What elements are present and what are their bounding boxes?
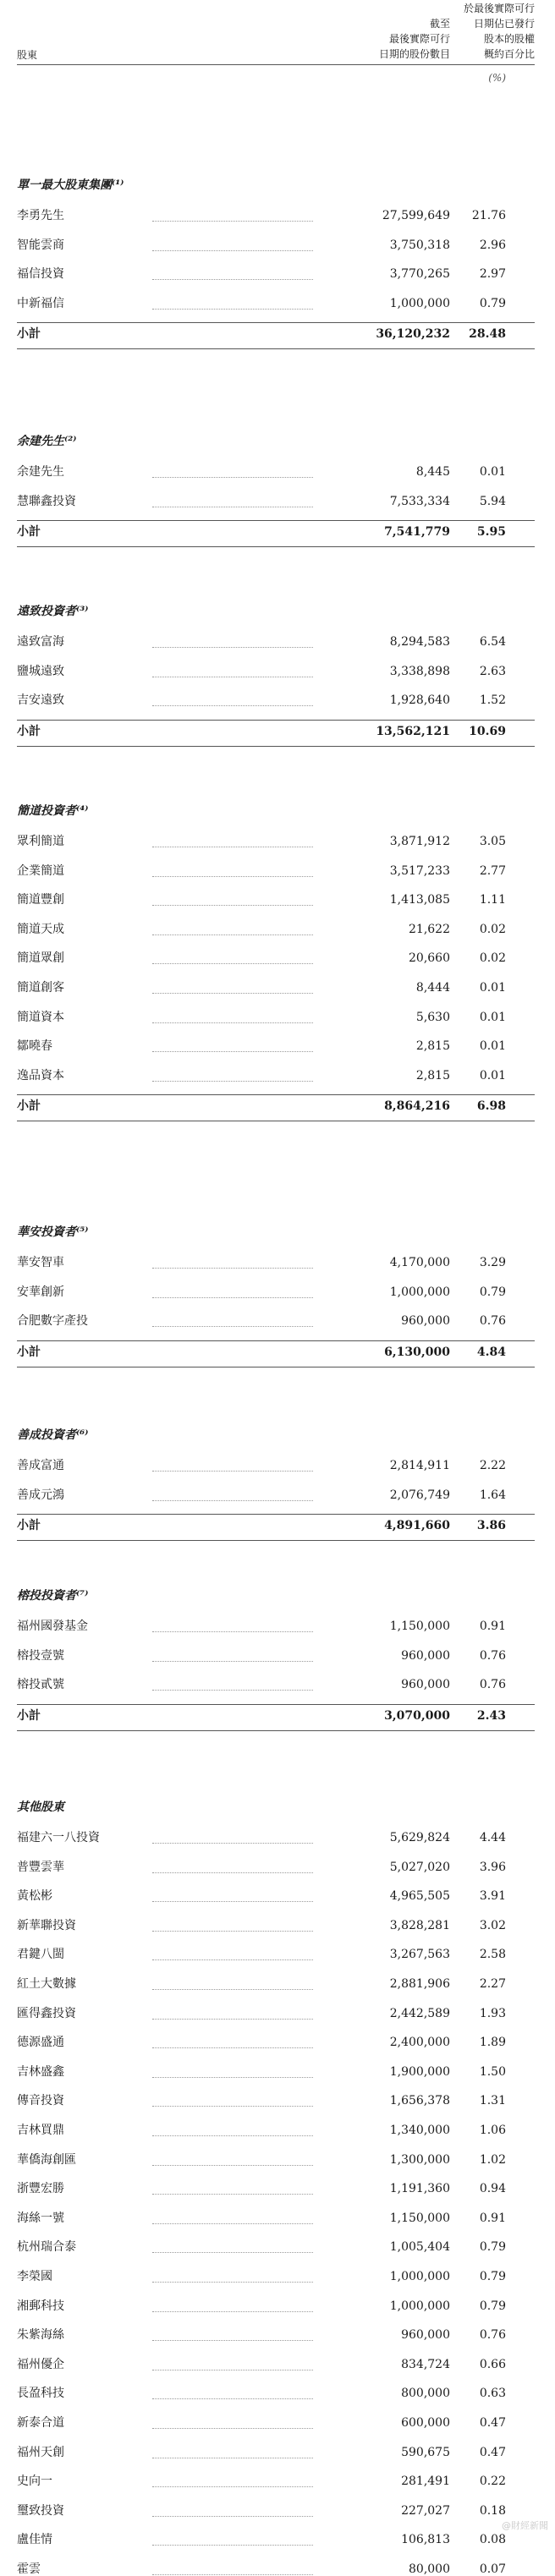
- share-percentage: 2.63: [479, 664, 506, 678]
- shareholder-name: 安華創新: [17, 1285, 64, 1299]
- share-count: 1,150,000: [389, 1620, 450, 1633]
- share-count: 2,442,589: [389, 2006, 450, 2020]
- share-percentage: 0.01: [479, 1068, 506, 1082]
- share-percentage: 2.27: [479, 1977, 506, 1991]
- share-count: 590,675: [401, 2445, 450, 2459]
- dotted-leader: [152, 1901, 313, 1902]
- dotted-leader: [152, 2574, 313, 2575]
- share-percentage: 2.77: [479, 863, 506, 878]
- group-title: 簡道投資者⁽⁴⁾: [17, 804, 89, 818]
- share-percentage: 4.44: [479, 1831, 506, 1844]
- shareholder-name: 吉安遠致: [17, 693, 64, 708]
- share-percentage: 2.22: [479, 1459, 506, 1472]
- share-count: 3,750,318: [389, 238, 450, 252]
- share-percentage: 0.02: [479, 922, 506, 936]
- shareholder-name: 福信投資: [17, 267, 64, 282]
- shareholder-name: 福州國發基金: [17, 1620, 88, 1633]
- shareholder-name: 遠致富海: [17, 635, 64, 649]
- subtotal-rule: [17, 1514, 535, 1515]
- share-count: 2,815: [415, 1068, 450, 1082]
- share-percentage: 0.91: [479, 2211, 506, 2225]
- share-count: 5,629,824: [389, 1831, 450, 1844]
- share-count: 106,813: [401, 2533, 450, 2547]
- shareholder-name: 德源盛通: [17, 2036, 64, 2050]
- header-shares-line-2: 最後實際可行: [388, 33, 450, 45]
- dotted-leader: [152, 905, 313, 906]
- share-percentage: 0.76: [479, 1678, 506, 1692]
- share-count: 1,000,000: [389, 1285, 450, 1299]
- subtotal-rule: [17, 1340, 535, 1341]
- subtotal-bottom-rule: [17, 1540, 535, 1541]
- shareholder-name: 簡道天成: [17, 922, 64, 936]
- share-percentage: 0.01: [479, 465, 506, 479]
- dotted-leader: [152, 2165, 313, 2166]
- dotted-leader: [152, 2223, 313, 2224]
- shareholder-name: 福州天創: [17, 2445, 64, 2459]
- shareholder-name: 朱紫海絲: [17, 2328, 64, 2343]
- shareholder-name: 君鍵八閩: [17, 1948, 64, 1962]
- share-count: 3,267,563: [389, 1948, 450, 1962]
- subtotal-percentage: 5.95: [476, 525, 506, 540]
- group-title: 單一最大股東集團⁽¹⁾: [17, 178, 124, 192]
- share-percentage: 1.31: [479, 2094, 506, 2108]
- subtotal-percentage: 6.98: [476, 1099, 506, 1114]
- share-percentage: 0.91: [479, 1620, 506, 1633]
- shareholder-name: 福建六一八投資: [17, 1831, 100, 1844]
- dotted-leader: [152, 1326, 313, 1327]
- share-count: 20,660: [409, 951, 450, 966]
- shareholder-name: 鹽城遠致: [17, 664, 64, 678]
- shareholder-name: 逸品資本: [17, 1068, 64, 1082]
- share-count: 4,170,000: [389, 1256, 450, 1269]
- group-title: 華安投資者⁽⁵⁾: [17, 1225, 89, 1239]
- shareholder-name: 余建先生: [17, 465, 64, 479]
- dotted-leader: [152, 1843, 313, 1844]
- shareholder-name: 榕投壹號: [17, 1648, 64, 1663]
- subtotal-shares: 13,562,121: [376, 724, 450, 738]
- share-count: 8,444: [415, 981, 450, 995]
- group-title: 善成投資者⁽⁶⁾: [17, 1428, 89, 1442]
- dotted-leader: [152, 250, 313, 251]
- share-percentage: 2.58: [479, 1948, 506, 1962]
- share-count: 80,000: [409, 2562, 450, 2576]
- shareholder-name: 黃松彬: [17, 1889, 52, 1904]
- dotted-leader: [152, 2047, 313, 2048]
- share-count: 3,517,233: [389, 863, 450, 878]
- header-divider: [17, 64, 535, 65]
- share-percentage: 0.79: [479, 1285, 506, 1299]
- shareholder-name: 合肥數字產投: [17, 1314, 88, 1329]
- header-pct-line-1: 於最後實際可行: [463, 3, 535, 14]
- shareholder-name: 企業簡道: [17, 863, 64, 878]
- header-pct-line-2: 日期佔已發行: [473, 18, 535, 30]
- share-count: 8,294,583: [389, 635, 450, 649]
- dotted-leader: [152, 963, 313, 964]
- header-shares-line-1: 截至: [429, 18, 450, 30]
- share-percentage: 21.76: [471, 209, 506, 222]
- subtotal-bottom-rule: [17, 1730, 535, 1731]
- dotted-leader: [152, 2516, 313, 2517]
- share-count: 834,724: [401, 2357, 450, 2371]
- share-percentage: 1.52: [479, 693, 506, 708]
- subtotal-rule: [17, 322, 535, 323]
- share-percentage: 0.76: [479, 2328, 506, 2343]
- share-count: 1,300,000: [389, 2152, 450, 2167]
- share-count: 5,630: [415, 1010, 450, 1024]
- dotted-leader: [152, 1631, 313, 1632]
- share-percentage: 1.06: [479, 2124, 506, 2137]
- dotted-leader: [152, 1051, 313, 1052]
- shareholder-name: 長盈科技: [17, 2387, 64, 2401]
- share-percentage: 0.47: [479, 2445, 506, 2459]
- group-title: 榕投投資者⁽⁷⁾: [17, 1589, 89, 1603]
- subtotal-shares: 36,120,232: [376, 327, 450, 342]
- share-count: 960,000: [401, 1648, 450, 1663]
- share-percentage: 0.02: [479, 951, 506, 966]
- share-percentage: 0.18: [479, 2503, 506, 2518]
- share-count: 600,000: [401, 2416, 450, 2430]
- share-percentage: 1.11: [479, 893, 506, 907]
- shareholder-name: 紅土大數據: [17, 1977, 76, 1991]
- dotted-leader: [152, 1931, 313, 1932]
- dotted-leader: [152, 279, 313, 280]
- shareholder-name: 普豐雲華: [17, 1860, 64, 1874]
- shareholder-name: 杭州瑞合泰: [17, 2240, 76, 2255]
- dotted-leader: [152, 2486, 313, 2487]
- header-shareholder-label: 股東: [17, 49, 38, 61]
- group-title: 遠致投資者⁽³⁾: [17, 605, 89, 618]
- share-count: 3,828,281: [389, 1918, 450, 1932]
- shareholder-name: 簡道資本: [17, 1010, 64, 1024]
- share-percentage: 0.79: [479, 2240, 506, 2255]
- dotted-leader: [152, 1872, 313, 1873]
- dotted-leader: [152, 934, 313, 935]
- share-count: 960,000: [401, 2328, 450, 2343]
- subtotal-rule: [17, 1094, 535, 1095]
- share-percentage: 2.96: [479, 238, 506, 252]
- share-percentage: 0.66: [479, 2357, 506, 2371]
- share-percentage: 0.94: [479, 2182, 506, 2196]
- dotted-leader: [152, 993, 313, 994]
- share-percentage: 3.02: [479, 1918, 506, 1932]
- shareholder-name: 慧聯鑫投資: [17, 494, 76, 508]
- shareholder-name: 霍雲: [17, 2562, 41, 2576]
- subtotal-percentage: 28.48: [469, 327, 506, 342]
- subtotal-shares: 6,130,000: [384, 1345, 450, 1359]
- share-count: 1,413,085: [389, 893, 450, 907]
- dotted-leader: [152, 1081, 313, 1082]
- subtotal-bottom-rule: [17, 348, 535, 349]
- subtotal-label: 小計: [17, 1099, 41, 1114]
- shareholder-name: 吉林盛鑫: [17, 2064, 64, 2079]
- dotted-leader: [152, 2398, 313, 2399]
- dotted-leader: [152, 2545, 313, 2546]
- share-count: 1,340,000: [389, 2124, 450, 2137]
- subtotal-rule: [17, 720, 535, 721]
- dotted-leader: [152, 1268, 313, 1269]
- share-percentage: 0.08: [479, 2533, 506, 2547]
- share-percentage: 3.29: [479, 1256, 506, 1269]
- dotted-leader: [152, 1500, 313, 1501]
- dotted-leader: [152, 2252, 313, 2253]
- dotted-leader: [152, 221, 313, 222]
- share-percentage: 0.01: [479, 981, 506, 995]
- shareholder-name: 榕投貳號: [17, 1678, 64, 1692]
- share-count: 2,881,906: [389, 1977, 450, 1991]
- shareholder-name: 福州優企: [17, 2357, 64, 2371]
- shareholder-name: 海絲一號: [17, 2211, 64, 2225]
- share-percentage: 1.64: [479, 1488, 506, 1502]
- share-count: 21,622: [409, 922, 450, 936]
- share-count: 7,533,334: [389, 494, 450, 508]
- shareholder-name: 善成富通: [17, 1459, 64, 1472]
- share-count: 1,150,000: [389, 2211, 450, 2225]
- subtotal-shares: 7,541,779: [384, 525, 450, 540]
- shareholder-name: 智能雲商: [17, 238, 64, 252]
- shareholder-name: 匯得鑫投資: [17, 2006, 76, 2020]
- shareholder-name: 簡道眾創: [17, 951, 64, 966]
- share-percentage: 0.79: [479, 296, 506, 310]
- share-percentage: 6.54: [479, 635, 506, 649]
- subtotal-rule: [17, 1704, 535, 1705]
- shareholder-name: 傳音投資: [17, 2094, 64, 2108]
- share-percentage: 0.76: [479, 1314, 506, 1329]
- share-count: 1,000,000: [389, 296, 450, 310]
- share-count: 3,770,265: [389, 267, 450, 282]
- dotted-leader: [152, 309, 313, 310]
- share-percentage: 0.01: [479, 1039, 506, 1054]
- shareholder-name: 鄒曉春: [17, 1039, 52, 1054]
- share-percentage: 0.63: [479, 2387, 506, 2401]
- group-title: 其他股東: [17, 1800, 64, 1814]
- shareholder-name: 眾利簡道: [17, 835, 64, 848]
- shareholder-name: 李勇先生: [17, 209, 64, 222]
- subtotal-label: 小計: [17, 1708, 41, 1723]
- dotted-leader: [152, 2311, 313, 2312]
- subtotal-label: 小計: [17, 327, 41, 342]
- share-count: 2,400,000: [389, 2036, 450, 2050]
- dotted-leader: [152, 1661, 313, 1662]
- dotted-leader: [152, 1022, 313, 1023]
- share-count: 2,814,911: [389, 1459, 450, 1472]
- dotted-leader: [152, 1959, 313, 1960]
- subtotal-percentage: 3.86: [476, 1519, 506, 1533]
- share-count: 800,000: [401, 2387, 450, 2401]
- share-count: 1,000,000: [389, 2270, 450, 2283]
- dotted-leader: [152, 2106, 313, 2107]
- shareholder-name: 新泰合道: [17, 2416, 64, 2430]
- share-count: 27,599,649: [382, 209, 450, 222]
- share-count: 1,191,360: [389, 2182, 450, 2196]
- shareholder-name: 華僑海創匯: [17, 2152, 76, 2167]
- dotted-leader: [152, 876, 313, 877]
- share-percentage: 1.02: [479, 2152, 506, 2167]
- share-percentage: 0.79: [479, 2299, 506, 2313]
- dotted-leader: [152, 2340, 313, 2341]
- share-count: 1,656,378: [389, 2094, 450, 2108]
- dotted-leader: [152, 705, 313, 706]
- subtotal-percentage: 10.69: [469, 724, 506, 738]
- share-percentage: 0.47: [479, 2416, 506, 2430]
- share-count: 5,027,020: [389, 1860, 450, 1874]
- share-percentage: 3.05: [479, 835, 506, 848]
- subtotal-percentage: 2.43: [476, 1708, 506, 1723]
- subtotal-bottom-rule: [17, 746, 535, 747]
- share-count: 2,815: [415, 1039, 450, 1054]
- subtotal-label: 小計: [17, 1519, 41, 1533]
- subtotal-bottom-rule: [17, 546, 535, 547]
- subtotal-label: 小計: [17, 1345, 41, 1359]
- shareholder-name: 璽致投資: [17, 2503, 64, 2518]
- dotted-leader: [152, 477, 313, 478]
- shareholder-name: 盧佳情: [17, 2533, 52, 2547]
- share-count: 4,965,505: [389, 1889, 450, 1904]
- share-percentage: 3.91: [479, 1889, 506, 1904]
- share-percentage: 2.97: [479, 267, 506, 282]
- subtotal-percentage: 4.84: [476, 1345, 506, 1359]
- share-percentage: 0.07: [479, 2562, 506, 2576]
- dotted-leader: [152, 2194, 313, 2195]
- shareholder-name: 吉林買鼎: [17, 2124, 64, 2137]
- share-count: 3,338,898: [389, 664, 450, 678]
- shareholder-name: 李榮國: [17, 2270, 52, 2283]
- subtotal-label: 小計: [17, 525, 41, 540]
- share-percentage: 3.96: [479, 1860, 506, 1874]
- header-pct-line-3: 股本的股權: [483, 33, 535, 45]
- share-count: 3,871,912: [389, 835, 450, 848]
- subtotal-shares: 4,891,660: [384, 1519, 450, 1533]
- shareholder-name: 善成元鴻: [17, 1488, 64, 1502]
- shareholder-name: 史向一: [17, 2475, 52, 2489]
- share-percentage: 0.79: [479, 2270, 506, 2283]
- group-title: 余建先生⁽²⁾: [17, 435, 77, 448]
- share-count: 1,005,404: [389, 2240, 450, 2255]
- header-shares-line-3: 日期的股份數目: [378, 48, 450, 60]
- dotted-leader: [152, 2282, 313, 2283]
- share-percentage: 5.94: [479, 494, 506, 508]
- subtotal-shares: 3,070,000: [384, 1708, 450, 1723]
- subtotal-rule: [17, 520, 535, 521]
- share-count: 1,000,000: [389, 2299, 450, 2313]
- share-count: 281,491: [401, 2475, 450, 2489]
- share-count: 227,027: [401, 2503, 450, 2518]
- dotted-leader: [152, 2428, 313, 2429]
- dotted-leader: [152, 2077, 313, 2078]
- share-count: 1,928,640: [389, 693, 450, 708]
- share-percentage: 1.50: [479, 2064, 506, 2079]
- dotted-leader: [152, 2019, 313, 2020]
- dotted-leader: [152, 647, 313, 648]
- share-count: 8,445: [415, 465, 450, 479]
- dotted-leader: [152, 1297, 313, 1298]
- share-count: 960,000: [401, 1678, 450, 1692]
- shareholder-name: 簡道豐創: [17, 893, 64, 907]
- shareholder-name: 簡道創客: [17, 981, 64, 995]
- watermark: @財經新聞: [502, 2520, 548, 2531]
- shareholder-name: 湘郵科技: [17, 2299, 64, 2313]
- dotted-leader: [152, 2135, 313, 2136]
- percent-unit: (%): [488, 72, 506, 84]
- shareholder-name: 新華聯投資: [17, 1918, 76, 1932]
- subtotal-label: 小計: [17, 724, 41, 738]
- share-count: 960,000: [401, 1314, 450, 1329]
- dotted-leader: [152, 1471, 313, 1472]
- share-count: 1,900,000: [389, 2064, 450, 2079]
- dotted-leader: [152, 1989, 313, 1990]
- dotted-leader: [152, 1690, 313, 1691]
- share-percentage: 1.93: [479, 2006, 506, 2020]
- share-percentage: 1.89: [479, 2036, 506, 2050]
- shareholder-name: 華安智車: [17, 1256, 64, 1269]
- subtotal-shares: 8,864,216: [384, 1099, 450, 1114]
- shareholder-name: 中新福信: [17, 296, 64, 310]
- share-percentage: 0.76: [479, 1648, 506, 1663]
- share-percentage: 0.01: [479, 1010, 506, 1024]
- shareholder-name: 浙豐宏勝: [17, 2182, 64, 2196]
- share-count: 2,076,749: [389, 1488, 450, 1502]
- share-percentage: 0.22: [479, 2475, 506, 2489]
- header-pct-line-4: 概約百分比: [483, 48, 535, 60]
